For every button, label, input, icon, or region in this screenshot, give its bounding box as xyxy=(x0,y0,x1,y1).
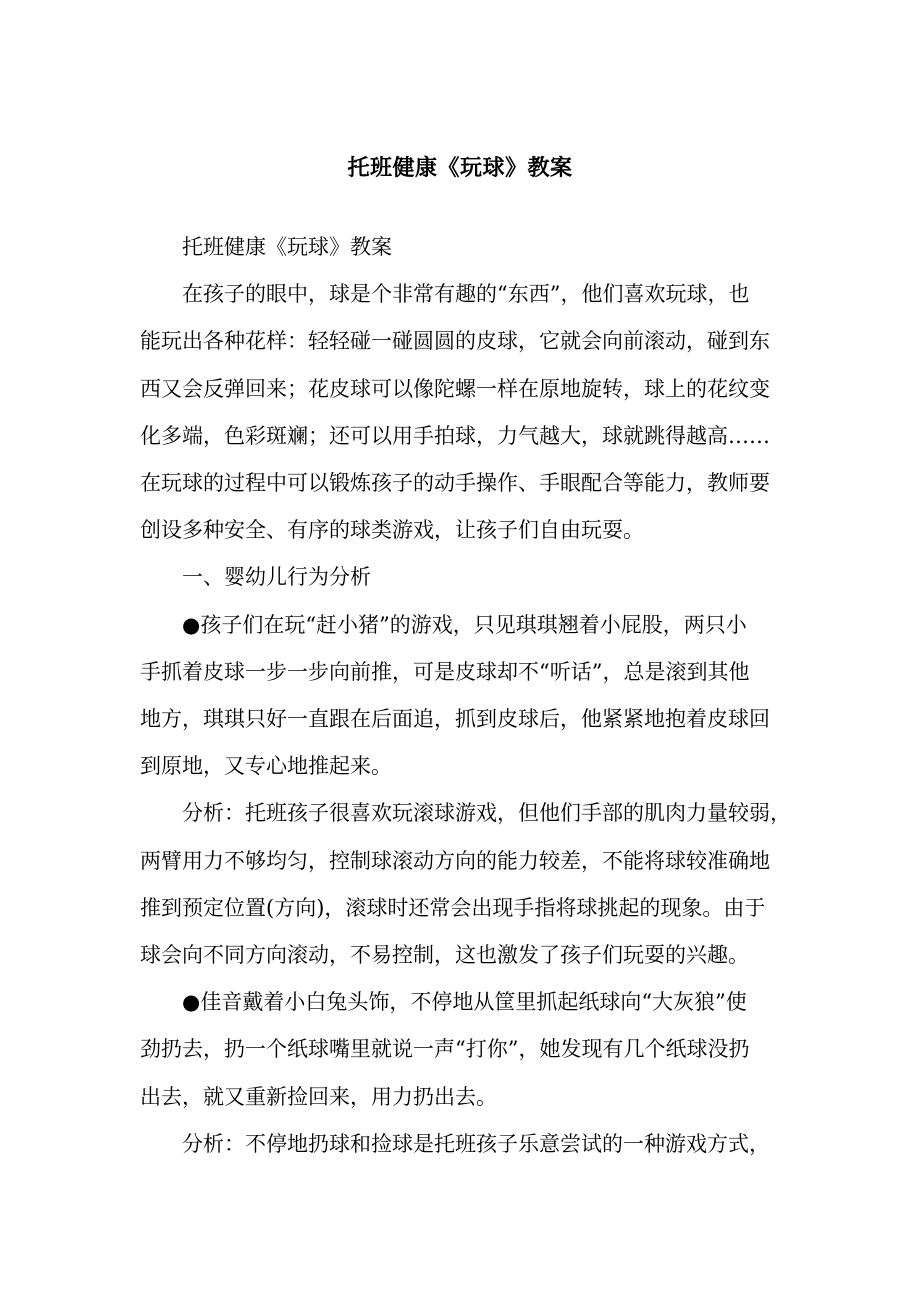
paragraph-analysis-1 xyxy=(140,790,791,979)
text-line: ●佳音戴着小白兔头饰，不停地从筐里抓起纸球向“大灰狼”使 xyxy=(182,990,747,1015)
text-line: 一、婴幼儿行为分析 xyxy=(182,565,371,590)
document-body xyxy=(140,224,791,1168)
text-line: 在玩球的过程中可以锻炼孩子的动手操作、手眼配合等能力，教师要 xyxy=(140,471,770,496)
section-heading xyxy=(140,554,783,601)
text-line: 推到预定位置(方向)，滚球时还常会出现手指将球挑起的现象。由于 xyxy=(140,895,766,920)
paragraph-subtitle xyxy=(140,224,783,271)
text-line: 在孩子的眼中，球是个非常有趣的“东西”，他们喜欢玩球，也 xyxy=(182,282,750,307)
text-line: ●孩子们在玩“赶小猪”的游戏，只见琪琪翘着小屁股，两只小 xyxy=(182,612,747,637)
text-line: 西又会反弹回来；花皮球可以像陀螺一样在原地旋转，球上的花纹变 xyxy=(140,376,770,401)
text-line: 分析：不停地扔球和捡球是托班孩子乐意尝试的一种游戏方式， xyxy=(182,1131,770,1156)
text-line: 地方，琪琪只好一直跟在后面追，抓到皮球后，他紧紧地抱着皮球回 xyxy=(140,707,770,732)
text-line: 创设多种安全、有序的球类游戏，让孩子们自由玩耍。 xyxy=(140,518,644,543)
text-line: 化多端，色彩斑斓；还可以用手拍球，力气越大，球就跳得越高…… xyxy=(140,423,770,448)
paragraph-case-1 xyxy=(140,602,783,791)
text-line: 出去，就又重新捡回来，用力扔出去。 xyxy=(140,1084,497,1109)
paragraph-intro xyxy=(140,271,783,554)
paragraph-case-2 xyxy=(140,979,783,1121)
text-line: 能玩出各种花样：轻轻碰一碰圆圆的皮球，它就会向前滚动，碰到东 xyxy=(140,329,770,354)
text-line: 托班健康《玩球》教案 xyxy=(182,235,392,259)
text-line: 分析：托班孩子很喜欢玩滚球游戏，但他们手部的肌肉力量较弱， xyxy=(182,801,791,826)
text-line: 劲扔去，扔一个纸球嘴里就说一声“打你”，她发现有几个纸球没扔 xyxy=(140,1037,750,1062)
text-line: 到原地，又专心地推起来。 xyxy=(140,754,392,779)
text-line: 手抓着皮球一步一步向前推，可是皮球却不“听话”，总是滚到其他 xyxy=(140,659,750,684)
paragraph-analysis-2 xyxy=(140,1121,783,1168)
text-line: 两臂用力不够均匀，控制球滚动方向的能力较差，不能将球较准确地 xyxy=(140,848,770,873)
document-title: 托班健康《玩球》教案 xyxy=(347,155,573,181)
text-line: 球会向不同方向滚动，不易控制，这也激发了孩子们玩耍的兴趣。 xyxy=(140,943,749,968)
